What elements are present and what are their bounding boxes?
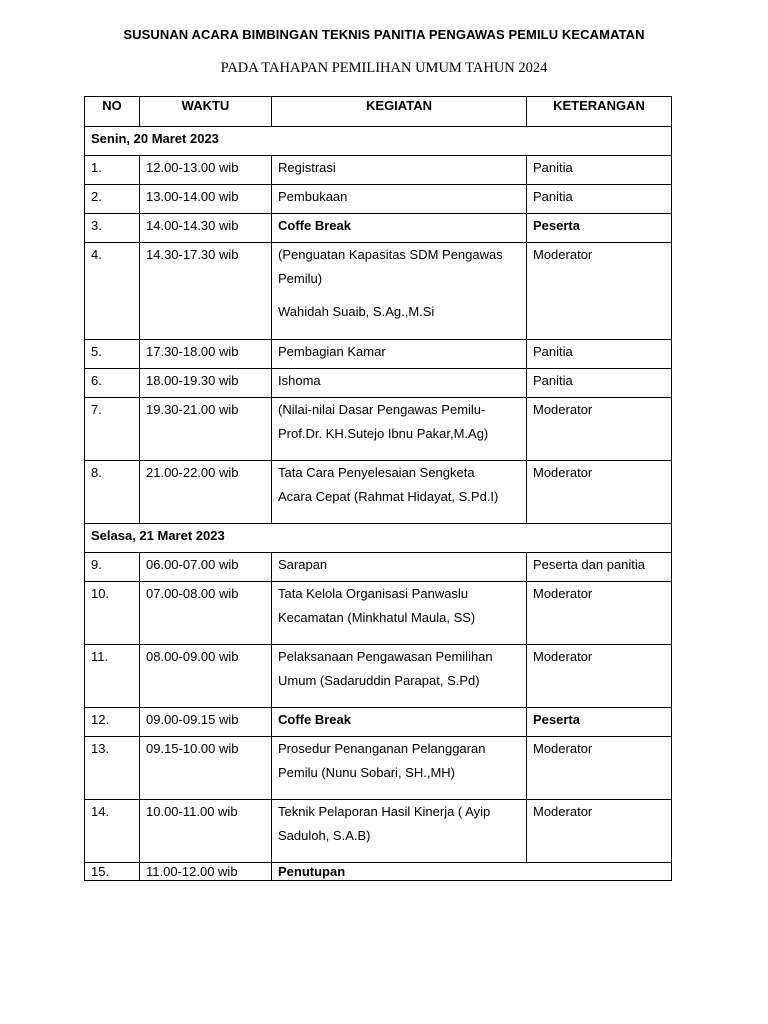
kegiatan-line: Sarapan (278, 557, 328, 572)
cell-waktu: 09.15-10.00 wib (140, 737, 272, 800)
cell-keterangan: Moderator (527, 461, 672, 524)
kegiatan-line: Coffe Break (278, 218, 351, 233)
cell-keterangan: Panitia (527, 185, 672, 214)
cell-kegiatan (272, 185, 527, 214)
cell-no: 12. (85, 708, 140, 737)
cell-keterangan: Moderator (527, 398, 672, 461)
cell-keterangan: Moderator (527, 582, 672, 645)
cell-kegiatan (272, 156, 527, 185)
cell-waktu: 14.00-14.30 wib (140, 214, 272, 243)
kegiatan-line: Umum (Sadaruddin Parapat, S.Pd) (278, 673, 480, 688)
cell-kegiatan (272, 369, 527, 398)
kegiatan-line: Penutupan (278, 864, 346, 879)
table-row (85, 398, 672, 461)
kegiatan-line: Prof.Dr. KH.Sutejo Ibnu Pakar,M.Ag) (278, 426, 489, 441)
header-no: NO (85, 97, 140, 127)
cell-waktu: 18.00-19.30 wib (140, 369, 272, 398)
table-row (85, 800, 672, 863)
cell-no: 3. (85, 214, 140, 243)
cell-waktu: 17.30-18.00 wib (140, 340, 272, 369)
cell-no: 4. (85, 243, 140, 340)
table-row (85, 156, 672, 185)
kegiatan-line: Acara Cepat (Rahmat Hidayat, S.Pd.I) (278, 489, 499, 504)
cell-kegiatan (272, 243, 527, 340)
table-row (85, 708, 672, 737)
cell-kegiatan (272, 461, 527, 524)
table-row (85, 243, 672, 340)
cell-keterangan: Moderator (527, 737, 672, 800)
cell-kegiatan (272, 340, 527, 369)
cell-keterangan: Moderator (527, 800, 672, 863)
header-keterangan: KETERANGAN (527, 97, 672, 127)
kegiatan-line: (Penguatan Kapasitas SDM Pengawas (278, 247, 503, 262)
cell-waktu: 11.00-12.00 wib (140, 863, 272, 881)
kegiatan-line: Ishoma (278, 373, 321, 388)
table-row (85, 863, 672, 881)
cell-keterangan: Panitia (527, 156, 672, 185)
cell-kegiatan (272, 582, 527, 645)
day-label: Selasa, 21 Maret 2023 (85, 524, 672, 553)
cell-no: 7. (85, 398, 140, 461)
cell-no: 8. (85, 461, 140, 524)
table-row (85, 737, 672, 800)
cell-kegiatan (272, 553, 527, 582)
cell-no: 6. (85, 369, 140, 398)
cell-waktu: 10.00-11.00 wib (140, 800, 272, 863)
cell-keterangan: Moderator (527, 645, 672, 708)
cell-no: 10. (85, 582, 140, 645)
table-row (85, 369, 672, 398)
cell-keterangan: Peserta (527, 708, 672, 737)
kegiatan-line: (Nilai-nilai Dasar Pengawas Pemilu- (278, 402, 486, 417)
table-row (85, 582, 672, 645)
cell-kegiatan (272, 737, 527, 800)
kegiatan-line: Kecamatan (Minkhatul Maula, SS) (278, 610, 476, 625)
cell-waktu: 12.00-13.00 wib (140, 156, 272, 185)
cell-keterangan: Peserta dan panitia (527, 553, 672, 582)
header-row (85, 97, 672, 127)
cell-kegiatan (272, 800, 527, 863)
kegiatan-line: Tata Cara Penyelesaian Sengketa (278, 465, 475, 480)
cell-keterangan: Moderator (527, 243, 672, 340)
day-row (85, 127, 672, 156)
kegiatan-line: Tata Kelola Organisasi Panwaslu (278, 586, 469, 601)
cell-waktu: 07.00-08.00 wib (140, 582, 272, 645)
cell-no: 9. (85, 553, 140, 582)
day-row (85, 524, 672, 553)
cell-waktu: 09.00-09.15 wib (140, 708, 272, 737)
header-waktu: WAKTU (140, 97, 272, 127)
table-row (85, 553, 672, 582)
cell-kegiatan (272, 645, 527, 708)
kegiatan-line: Pembukaan (278, 189, 348, 204)
kegiatan-line: Pemilu) (278, 271, 323, 286)
kegiatan-line: Coffe Break (278, 712, 351, 727)
cell-kegiatan (272, 214, 527, 243)
schedule-table (84, 96, 672, 881)
table-row (85, 645, 672, 708)
document-title: SUSUNAN ACARA BIMBINGAN TEKNIS PANITIA PENGAWAS PEMILU KECAMATAN (123, 27, 645, 42)
cell-no: 5. (85, 340, 140, 369)
cell-keterangan: Peserta (527, 214, 672, 243)
kegiatan-line: Prosedur Penanganan Pelanggaran (278, 741, 486, 756)
kegiatan-line: Wahidah Suaib, S.Ag.,M.Si (278, 304, 435, 319)
cell-waktu: 06.00-07.00 wib (140, 553, 272, 582)
table-row (85, 214, 672, 243)
cell-kegiatan (272, 398, 527, 461)
table-row (85, 185, 672, 214)
cell-no: 15. (85, 863, 140, 881)
cell-kegiatan (272, 708, 527, 737)
kegiatan-line: Teknik Pelaporan Hasil Kinerja ( Ayip (278, 804, 491, 819)
cell-waktu: 19.30-21.00 wib (140, 398, 272, 461)
cell-no: 14. (85, 800, 140, 863)
cell-waktu: 08.00-09.00 wib (140, 645, 272, 708)
cell-kegiatan (272, 863, 672, 881)
table-row (85, 461, 672, 524)
cell-no: 2. (85, 185, 140, 214)
document-subtitle: PADA TAHAPAN PEMILIHAN UMUM TAHUN 2024 (220, 60, 548, 76)
kegiatan-line: Pelaksanaan Pengawasan Pemilihan (278, 649, 493, 664)
cell-no: 1. (85, 156, 140, 185)
header-kegiatan: KEGIATAN (272, 97, 527, 127)
kegiatan-line: Pemilu (Nunu Sobari, SH.,MH) (278, 765, 455, 780)
kegiatan-line: Pembagian Kamar (278, 344, 386, 359)
cell-no: 13. (85, 737, 140, 800)
cell-waktu: 21.00-22.00 wib (140, 461, 272, 524)
cell-waktu: 13.00-14.00 wib (140, 185, 272, 214)
kegiatan-line: Saduloh, S.A.B) (278, 828, 371, 843)
cell-waktu: 14.30-17.30 wib (140, 243, 272, 340)
day-label: Senin, 20 Maret 2023 (85, 127, 672, 156)
kegiatan-line: Registrasi (278, 160, 336, 175)
cell-keterangan: Panitia (527, 340, 672, 369)
table-row (85, 340, 672, 369)
cell-no: 11. (85, 645, 140, 708)
cell-keterangan: Panitia (527, 369, 672, 398)
